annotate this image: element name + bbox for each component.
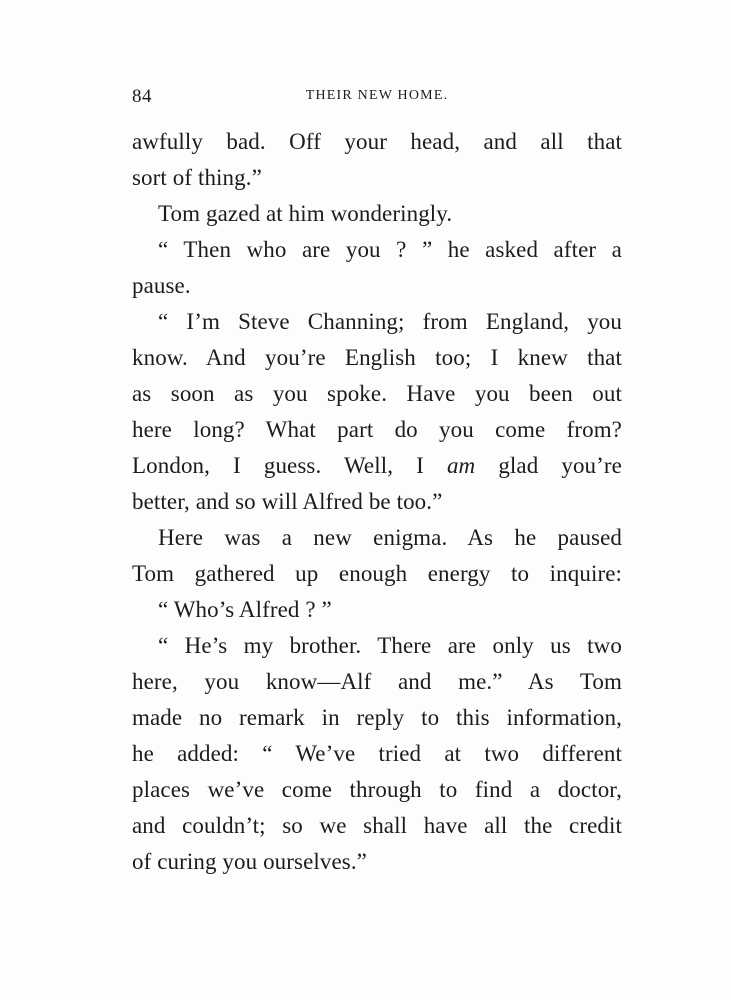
text-line: “ Who’s Alfred ? ” [158,597,332,622]
text-line: “ He’s my brother. There are only us two [158,633,622,658]
text-line: know. And you’re English too; I knew that [132,345,622,370]
text-line [132,448,622,484]
text-line: as soon as you spoke. Have you been out [132,381,622,406]
text-line: Tom gathered up enough energy to inquire: [132,561,622,586]
text-line: of curing you ourselves.” [132,849,367,874]
text-segment: London, I guess. Well, I [132,453,424,478]
text-line: awfully bad. Off your head, and all that [132,129,622,154]
page-header [132,86,622,108]
text-line: better, and so will Alfred be too.” [132,489,443,514]
text-line: sort of thing.” [132,165,262,190]
text-line: he added: “ We’ve tried at two different [132,741,622,766]
italic-word: am [446,453,476,478]
text-line: and couldn’t; so we shall have all the credit [132,813,622,838]
text-line: here long? What part do you come from? [132,417,622,442]
text-segment: glad you’re [498,453,622,478]
body-text [132,124,622,880]
text-line: “ Then who are you ? ” he asked after a [158,237,622,262]
text-line: Tom gazed at him wonderingly. [158,201,453,226]
text-line: places we’ve come through to find a doctor, [132,777,622,802]
text-line: pause. [132,273,191,298]
text-line: here, you know—Alf and me.” As Tom [132,669,622,694]
text-line: Here was a new enigma. As he paused [158,525,622,550]
running-head: THEIR NEW HOME. [305,88,449,103]
text-line: made no remark in reply to this information, [132,705,622,730]
page-number: 84 [132,86,152,107]
text-line: “ I’m Steve Channing; from England, you [158,309,622,334]
